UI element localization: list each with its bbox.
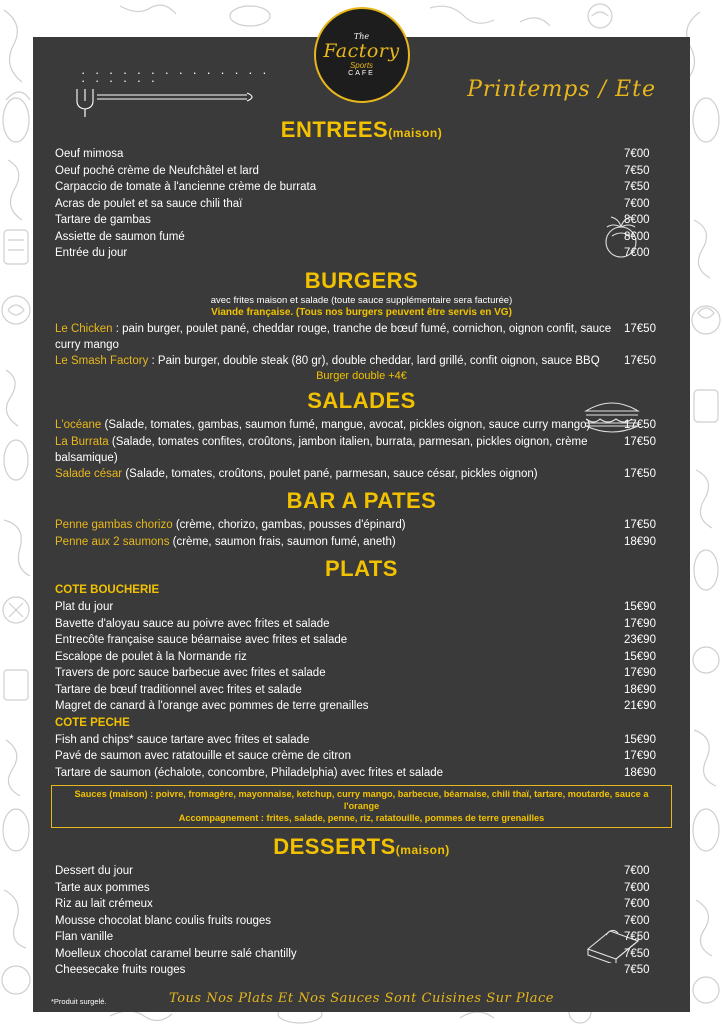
desserts-list [51,863,672,979]
item-desc: (Salade, tomates confites, croûtons, jambon italien, burrata, parmesan, pickles oignon, crème balsamique) [55,435,588,464]
list-item: Tarte aux pommes 7€00 [55,881,650,894]
logo-line-sports: Sports [349,61,374,70]
item-price: 17€50 [624,419,656,431]
fork-decoration [63,65,283,124]
entrees-list [51,146,672,262]
list-item: Entrée du jour 7€00 [55,247,650,259]
list-item: Pavé de saumon avec ratatouille et sauce crème de citron 17€90 [55,750,656,762]
item-price: 18€90 [624,535,656,548]
item-price: 17€50 [624,519,656,531]
item-name: Salade césar [55,467,123,480]
pates-list [51,517,672,550]
dotted-line: · · · · · · · · · · · · · · · · · · · · [81,65,270,88]
item-price: 17€50 [624,435,656,448]
list-item [51,321,672,353]
salades-list [51,417,672,482]
item-price: 17€50 [624,354,656,367]
list-item: Bavette d'aloyau sauce au poivre avec frites et salade 17€90 [55,617,656,630]
list-item: Acras de poulet et sa sauce chili thaï 7€00 [55,197,650,210]
list-item [51,353,672,370]
list-item [51,417,672,434]
group-label-cote-boucherie: COTE BOUCHERIE [55,584,160,596]
logo-line-the: The [353,32,370,41]
list-item [51,466,672,483]
logo [314,7,410,103]
group-label-cote-peche: COTE PECHE [55,716,130,729]
sauces-line: Sauces (maison) : poivre, fromagère, mayonnaise, ketchup, curry mango, barbecue, béarnaise, chili thaï, tartare, moutarde, sauce a l'orange [74,789,649,811]
list-item: Cheesecake fruits rouges 7€50 [55,964,650,976]
list-item: Dessert du jour 7€00 [55,865,650,877]
list-item [51,534,672,551]
cote-peche-list [51,732,672,782]
list-item: Tartare de saumon (échalote, concombre, Philadelphia) avec frites et salade 18€90 [55,766,656,779]
section-title-bar-a-pates: BAR A PATES [286,488,437,513]
list-item: Flan vanille 7€50 [55,931,650,943]
fork-icon [63,85,263,119]
accompagnement-line: Accompagnement : frites, salade, penne, riz, ratatouille, pommes de terre grenailles [178,813,545,823]
item-desc: (Salade, tomates, croûtons, poulet pané, parmesan, sauce césar, pickles oignon) [122,467,538,480]
season-title: Printemps / Ete [467,77,656,102]
list-item: Tartare de bœuf traditionnel avec frites et salade 18€90 [55,683,656,696]
cake-slice-icon [580,917,646,963]
item-name: Penne gambas chorizo [55,519,173,531]
sauces-box [51,785,672,828]
burger-double-note: Burger double +4€ [316,370,407,382]
item-name: Le Smash Factory [55,354,149,367]
section-sublabel: (maison) [395,843,450,857]
burgers-note: avec frites maison et salade (toute sauce supplémentaire sera facturée) [210,294,513,306]
item-name: Le Chicken [55,322,113,335]
menu-card [33,32,690,1012]
section-title-salades: SALADES [307,388,416,413]
item-name: Penne aux 2 saumons [55,535,170,548]
list-item: Escalope de poulet à la Normande riz 15€90 [55,650,656,663]
section-sublabel: (maison) [388,126,443,140]
burger-icon [580,395,644,435]
item-price: 17€50 [624,467,656,480]
section-label: DESSERTS [273,834,396,859]
list-item: Assiette de saumon fumé 8€00 [55,230,650,243]
section-title-burgers: BURGERS [304,267,419,293]
section-label: ENTREES [280,117,389,142]
cote-boucherie-list [51,599,672,715]
list-item: Magret de canard à l'orange avec pommes de terre grenailles 21€90 [55,700,656,712]
list-item: Travers de porc sauce barbecue avec frites et salade 17€90 [55,667,656,679]
logo-line-factory: Factory [323,40,400,62]
section-title-desserts [51,834,672,860]
section-title-plats: PLATS [325,556,398,581]
item-name: L'océane [55,419,102,431]
item-desc: : Pain burger, double steak (80 gr), double cheddar, lard grillé, confit oignon, sauce BBQ [148,354,600,367]
footnote: *Produit surgelé. [51,997,107,1006]
item-desc: (crème, chorizo, gambas, pousses d'épinard) [172,519,406,531]
list-item [51,517,672,534]
burgers-note-vg: Viande française. (Tous nos burgers peuvent être servis en VG) [211,306,512,318]
tomato-icon [588,212,654,260]
list-item [51,434,672,466]
burgers-list [51,321,672,370]
item-desc: : pain burger, poulet pané, cheddar rouge, tranche de bœuf fumé, cornichon, oignon confit, sauce curry mango [55,322,612,351]
list-item: Moelleux chocolat caramel beurre salé chantilly 7€50 [55,947,650,960]
list-item: Entrecôte française sauce béarnaise avec frites et salade 23€90 [55,634,656,646]
list-item: Riz au lait crémeux 7€00 [55,898,650,910]
logo-line-cafe: CAFE [348,70,375,77]
item-desc: (Salade, tomates, gambas, saumon fumé, mangue, avocat, pickles oignon, sauce curry mango) [101,419,591,431]
list-item: Plat du jour 15€90 [55,601,656,613]
list-item: Carpaccio de tomate à l'ancienne crème de burrata 7€50 [55,181,650,193]
item-price: 17€50 [624,322,656,335]
list-item: Fish and chips* sauce tartare avec frites et salade 15€90 [55,733,656,746]
list-item: Tartare de gambas 8€00 [55,214,650,226]
list-item: Oeuf poché crème de Neufchâtel et lard 7€50 [55,164,650,177]
item-name: La Burrata [55,435,109,448]
footer-tagline: Tous Nos Plats Et Nos Sauces Sont Cuisines Sur Place [169,990,554,1006]
list-item: Oeuf mimosa 7€00 [55,148,650,160]
item-desc: (crème, saumon frais, saumon fumé, aneth) [169,535,396,548]
list-item: Mousse chocolat blanc coulis fruits rouges 7€00 [55,914,650,927]
